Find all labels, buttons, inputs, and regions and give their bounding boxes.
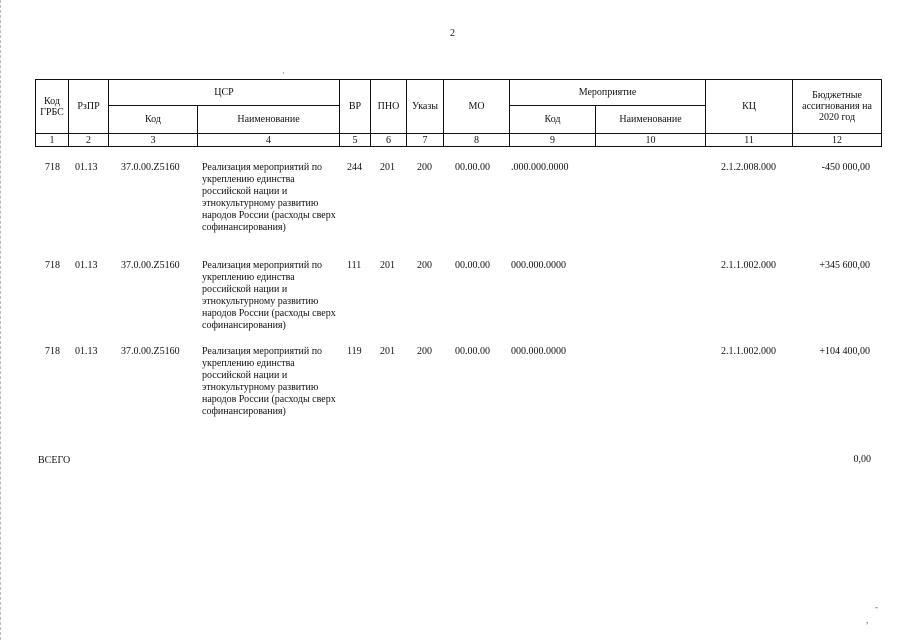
cell-kc: 2.1.1.002.000 (721, 260, 776, 271)
header-rzpr: РзПР (69, 80, 109, 134)
header-mer-kod: Код (510, 106, 596, 134)
header-csr-kod: Код (109, 106, 198, 134)
col-num-5: 5 (340, 134, 371, 147)
col-num-2: 2 (69, 134, 109, 147)
cell-rzpr: 01.13 (75, 260, 98, 271)
col-num-12: 12 (793, 134, 882, 147)
header-ukazy: Указы (407, 80, 444, 134)
cell-name: Реализация мероприятий по укреплению единства российской нации и этнокультурному развитию народов России (расходы сверх софинансирования) (202, 346, 336, 417)
header-mer-name: Наименование (596, 106, 706, 134)
header-table (35, 79, 882, 147)
cell-mo: 00.00.00 (455, 346, 490, 357)
header-meropriyatie: Мероприятие (510, 80, 706, 106)
page-edge-mark (0, 0, 4, 640)
cell-pno: 201 (380, 346, 395, 357)
col-num-8: 8 (444, 134, 510, 147)
total-value: 0,00 (853, 454, 871, 465)
page-number: 2 (450, 28, 455, 39)
header-kc: КЦ (706, 80, 793, 134)
header-pno: ПНО (371, 80, 407, 134)
cell-grbs: 718 (45, 346, 60, 357)
cell-grbs: 718 (45, 260, 60, 271)
col-num-4: 4 (198, 134, 340, 147)
header-mo: МО (444, 80, 510, 134)
cell-csr: 37.0.00.Z5160 (121, 346, 180, 357)
cell-mo: 00.00.00 (455, 162, 490, 173)
cell-vr: 244 (347, 162, 362, 173)
scan-speck: · (282, 68, 285, 78)
cell-name: Реализация мероприятий по укреплению единства российской нации и этнокультурному развитию народов России (расходы сверх софинансирования) (202, 162, 336, 233)
cell-ukazy: 200 (417, 346, 432, 357)
col-num-7: 7 (407, 134, 444, 147)
cell-kc: 2.1.1.002.000 (721, 346, 776, 357)
cell-vr: 119 (347, 346, 362, 357)
cell-pno: 201 (380, 162, 395, 173)
col-num-6: 6 (371, 134, 407, 147)
col-num-10: 10 (596, 134, 706, 147)
cell-csr: 37.0.00.Z5160 (121, 260, 180, 271)
cell-vr: 111 (347, 260, 362, 271)
scan-speck: , (866, 615, 869, 625)
cell-mo: 00.00.00 (455, 260, 490, 271)
cell-ukazy: 200 (417, 162, 432, 173)
cell-mer-kod: 000.000.0000 (511, 346, 566, 357)
col-num-3: 3 (109, 134, 198, 147)
total-label: ВСЕГО (38, 455, 71, 466)
cell-mer-kod: .000.000.0000 (511, 162, 569, 173)
cell-pno: 201 (380, 260, 395, 271)
header-budget: Бюджетные ассигнования на 2020 год (793, 80, 882, 134)
cell-kc: 2.1.2.008.000 (721, 162, 776, 173)
col-num-11: 11 (706, 134, 793, 147)
header-csr-name: Наименование (198, 106, 340, 134)
header-csr: ЦСР (109, 80, 340, 106)
cell-ukazy: 200 (417, 260, 432, 271)
header-vr: ВР (340, 80, 371, 134)
header-kod-grbs: Код ГРБС (36, 80, 69, 134)
cell-mer-kod: 000.000.0000 (511, 260, 566, 271)
scan-speck: - (875, 602, 878, 612)
cell-name: Реализация мероприятий по укреплению единства российской нации и этнокультурному развитию народов России (расходы сверх софинансирования) (202, 260, 336, 331)
cell-rzpr: 01.13 (75, 346, 98, 357)
cell-grbs: 718 (45, 162, 60, 173)
cell-sum: +104 400,00 (819, 346, 870, 357)
col-num-1: 1 (36, 134, 69, 147)
cell-sum: -450 000,00 (821, 162, 870, 173)
col-num-9: 9 (510, 134, 596, 147)
cell-sum: +345 600,00 (819, 260, 870, 271)
cell-csr: 37.0.00.Z5160 (121, 162, 180, 173)
cell-rzpr: 01.13 (75, 162, 98, 173)
